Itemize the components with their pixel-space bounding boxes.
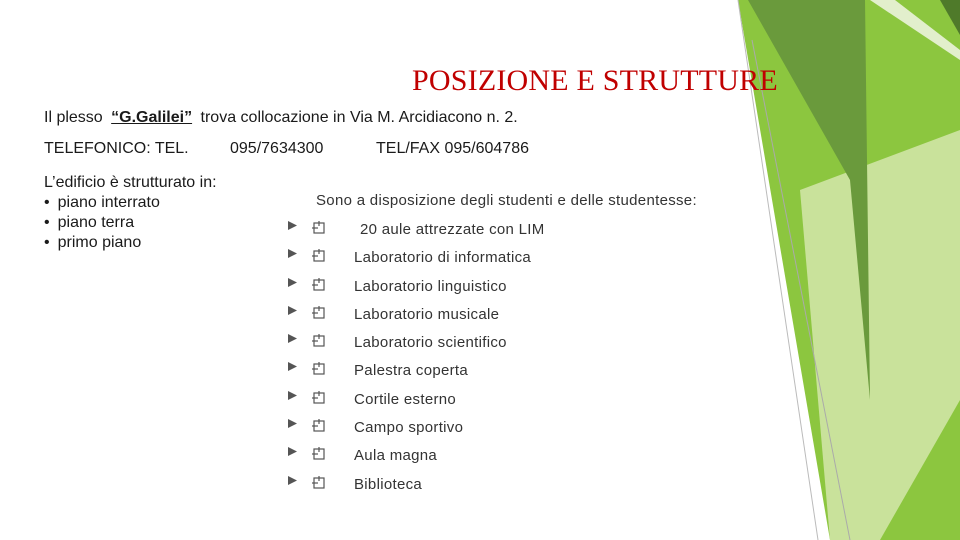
building-structure [44, 173, 217, 253]
arrow-bullet-icon [288, 278, 297, 287]
facility-label: Laboratorio di informatica [354, 249, 532, 267]
floor-item: • piano terra [44, 213, 217, 233]
building-intro: L’edificio è strutturato in: [44, 174, 217, 191]
checkbox-icon [312, 278, 326, 292]
floor-item: • primo piano [44, 233, 217, 253]
facility-label: Palestra coperta [354, 362, 469, 380]
contacts-line [44, 140, 529, 158]
checkbox-icon [312, 419, 326, 433]
phone-label: TELEFONICO: TEL. [44, 140, 189, 157]
checkbox-icon [312, 221, 326, 235]
arrow-bullet-icon [288, 419, 297, 428]
arrow-bullet-icon [288, 334, 297, 343]
checkbox-icon [312, 476, 326, 490]
slide-title: POSIZIONE E STRUTTURE [412, 64, 778, 97]
checkbox-icon [312, 249, 326, 263]
phone-number: 095/7634300 [230, 140, 324, 157]
facilities-intro: Sono a disposizione degli studenti e delle studentesse: [316, 192, 697, 209]
checkbox-icon [312, 334, 326, 348]
facility-label: Campo sportivo [354, 419, 464, 437]
facility-label: Biblioteca [354, 475, 423, 493]
school-name: “G.Galilei” [111, 109, 193, 126]
facility-label: Aula magna [354, 447, 438, 465]
facility-label: Cortile esterno [354, 390, 457, 408]
facility-label: 20 aule attrezzate con LIM [360, 221, 545, 238]
location-line [44, 109, 518, 127]
checkbox-icon [312, 306, 326, 320]
arrow-bullet-icon [288, 306, 297, 315]
arrow-bullet-icon [288, 476, 297, 485]
floor-list [44, 193, 217, 253]
location-prefix: Il plesso [44, 109, 103, 126]
location-suffix: trova collocazione in Via M. Arcidiacono n. 2. [200, 109, 518, 126]
arrow-bullet-icon [288, 221, 297, 230]
facility-label: Laboratorio scientifico [354, 334, 507, 352]
facility-label: Laboratorio musicale [354, 305, 500, 323]
facility-label: Laboratorio linguistico [354, 277, 507, 295]
floor-item: • piano interrato [44, 193, 217, 213]
arrow-bullet-icon [288, 447, 297, 456]
arrow-bullet-icon [288, 362, 297, 371]
checkbox-icon [312, 362, 326, 376]
checkbox-icon [312, 447, 326, 461]
fax-number: TEL/FAX 095/604786 [376, 140, 529, 157]
arrow-bullet-icon [288, 391, 297, 400]
arrow-bullet-icon [288, 249, 297, 258]
checkbox-icon [312, 391, 326, 405]
